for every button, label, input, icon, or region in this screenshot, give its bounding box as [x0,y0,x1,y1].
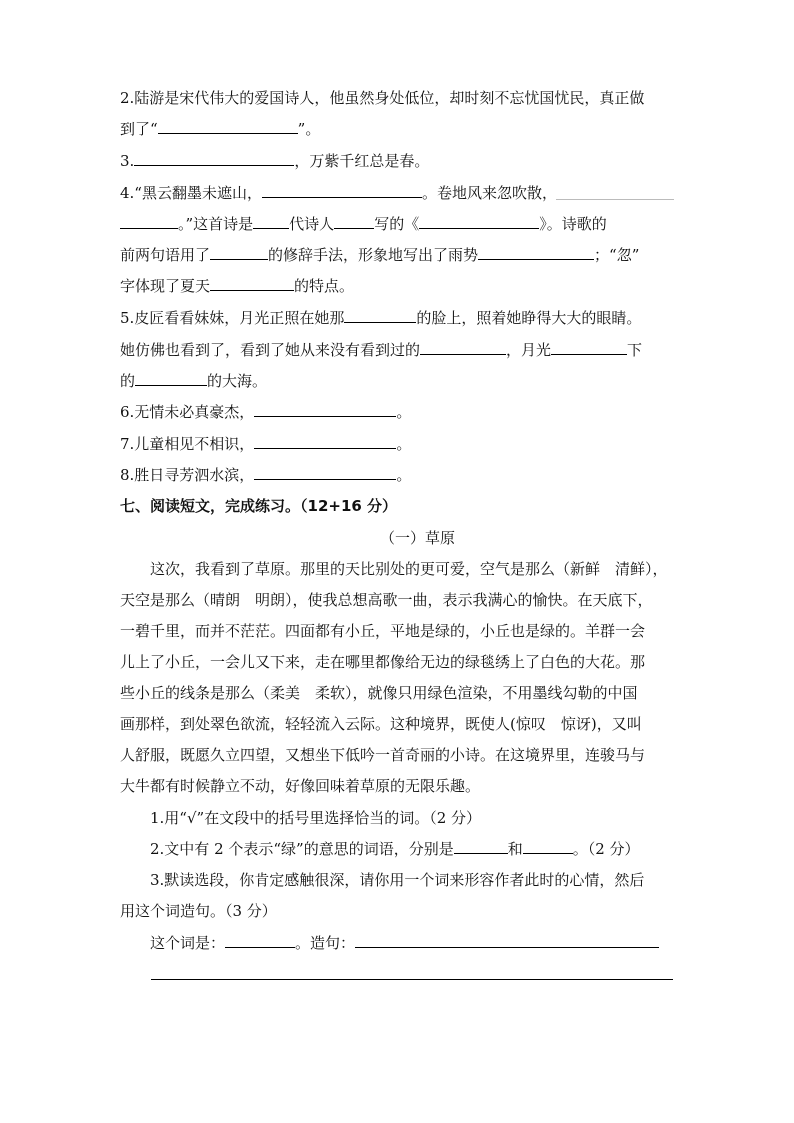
answer-blank[interactable] [210,276,294,291]
question-8: 8.胜日寻芳泗水滨， 。 [120,466,412,484]
passage-line: 人舒服，既愿久立四望，又想坐下低吟一首奇丽的小诗。在这境界里，连骏马与 [120,746,646,764]
answer-blank[interactable] [523,839,573,854]
answer-blank[interactable] [344,308,416,323]
question-2-line-2: 到了“ ”。 [120,120,321,138]
passage-line: 一碧千里，而并不茫茫。四面都有小丘，平地是绿的，小丘也是绿的。羊群一会 [120,622,646,640]
question-5-line-2: 她仿佛也看到了，看到了她从来没有看到过的 ，月光 下 [120,341,643,359]
answer-blank[interactable] [135,371,207,386]
question-5-line-1: 5.皮匠看看妹妹，月光正照在她那 的脸上，照着她睁得大大的眼睛。 [120,309,642,327]
answer-blank[interactable] [551,340,627,355]
question-4-line-4: 字体现了夏天 的特点。 [120,277,355,295]
answer-blank[interactable] [134,151,294,166]
section-heading: 七、阅读短文，完成练习。（12+16 分） [120,497,398,515]
answer-blank[interactable] [120,214,178,229]
sentence-answer-blank[interactable] [355,933,659,948]
reading-question-1: 1.用“√”在文段中的括号里选择恰当的词。（2 分） [150,809,482,827]
passage-line: 些小丘的线条是那么（柔美 柔软），就像只用绿色渲染，不用墨线勾勒的中国 [120,684,638,702]
question-4-line-3: 前两句语用了 的修辞手法，形象地写出了雨势 ；“忽” [120,246,640,264]
question-4-line-2: 。”这首诗是 代诗人 写的《 》。诗歌的 [120,214,607,234]
answer-blank[interactable] [419,214,539,229]
answer-blank[interactable] [334,214,374,229]
answer-blank[interactable] [420,340,506,355]
answer-blank[interactable] [478,245,594,260]
answer-blank[interactable] [556,199,674,200]
answer-blank[interactable] [254,465,396,480]
reading-question-3-answer: 这个词是： 。造句： [150,933,659,953]
passage-line: 天空是那么（晴朗 明朗），使我总想高歌一曲，表示我满心的愉快。在天底下， [120,591,653,609]
reading-question-2: 2.文中有 2 个表示“绿”的意思的词语，分别是 和 。（2 分） [150,840,640,858]
passage-title: （一）草原 [380,529,456,547]
passage-line: 儿上了小丘，一会儿又下来，走在哪里都像给无边的绿毯绣上了白色的大花。那 [120,653,646,671]
answer-blank[interactable] [253,214,289,229]
passage-line: 这次，我看到了草原。那里的天比别处的更可爱，空气是那么（新鲜 清鲜）， [150,560,668,578]
answer-blank[interactable] [454,839,508,854]
answer-blank[interactable] [254,402,396,417]
question-7: 7.儿童相见不相识， 。 [120,435,412,453]
question-6: 6.无情未必真豪杰， 。 [120,403,412,421]
question-5-line-3: 的 的大海。 [120,372,268,390]
question-4-line-1: 4.“黑云翻墨未遮山， 。卷地风来忽吹散， [120,184,557,202]
passage-line: 画那样，到处翠色欲流，轻轻流入云际。这种境界，既使人(惊叹 惊讶)，又叫 [120,715,642,733]
reading-question-3-line-1: 3.默读选段，你肯定感触很深，请你用一个词来形容作者此时的心情，然后 [150,871,645,889]
answer-blank[interactable] [210,245,268,260]
question-3: 3. ，万紫千红总是春。 [120,152,430,170]
answer-blank[interactable] [254,434,396,449]
passage-line: 大牛都有时候静立不动，好像回味着草原的无限乐趣。 [120,777,481,795]
question-2-line-1: 2.陆游是宋代伟大的爱国诗人，他虽然身处低位，却时刻不忘忧国忧民，真正做 [120,89,645,107]
sentence-answer-line[interactable] [151,979,673,980]
answer-blank[interactable] [158,119,298,134]
answer-blank[interactable] [262,183,422,198]
word-answer-blank[interactable] [225,933,295,948]
reading-question-3-line-2: 用这个词造句。（3 分） [120,902,277,920]
